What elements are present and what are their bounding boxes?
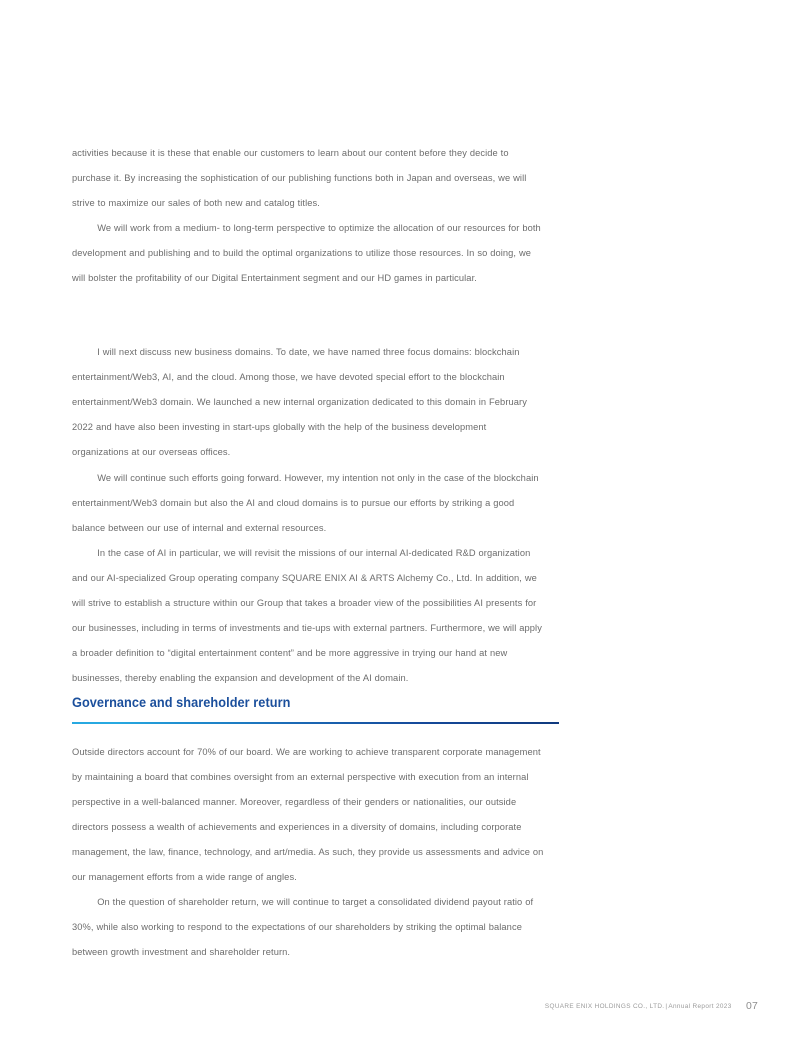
- section-title: Governance and shareholder return: [72, 695, 291, 710]
- body-paragraph-5: In the case of AI in particular, we will revisit the missions of our internal AI-dedicated R&D organization and our AI-specialized Group operating company SQUARE ENIX AI & ARTS Alchemy Co., Ltd. In addition, we will strive to establish a structure within our Group that takes a broader view of the possibilities AI presents for our businesses, including in terms of investments and tie-ups with external partners. Furthermore, we will apply a broader definition to “digital entertainment content” and be more aggressive in trying our hand at new businesses, thereby enabling the expansion and development of the AI domain.: [72, 547, 542, 684]
- body-paragraph-2: We will work from a medium- to long-term perspective to optimize the allocation of our resources for both development and publishing and to build the optimal organizations to utilize those resources. In so doing, we will bolster the profitability of our Digital Entertainment segment and our HD games in particular.: [72, 223, 541, 285]
- section-paragraph-2: On the question of shareholder return, we will continue to target a consolidated dividend payout ratio of 30%, while also working to respond to the expectations of our shareholders by striking the optimal balance between growth investment and shareholder return.: [72, 897, 534, 959]
- section-text-column: [72, 740, 559, 965]
- footer-company-credit: [545, 1003, 732, 1010]
- section-header: [72, 694, 559, 724]
- paragraph-gap-spacer: [72, 291, 559, 340]
- footer-content: [542, 1001, 758, 1011]
- body-paragraph-3: I will next discuss new business domains. To date, we have named three focus domains: blockchain entertainment/Web3, AI, and the cloud. Among those, we have devoted special effort to the blockchain entertainment/Web3 domain. We launched a new internal organization dedicated to this domain in February 2022 and have also been investing in start-ups globally with the help of the business development organizations at our overseas offices.: [72, 347, 528, 459]
- page-footer: [0, 1001, 800, 1025]
- section-paragraph-1: Outside directors account for 70% of our board. We are working to achieve transparent corporate management by maintaining a board that combines oversight from an external perspective with execution from an internal perspective in a well-balanced manner. Moreover, regardless of their genders or nationalities, our outside directors possess a wealth of achievements and experiences in a diversity of domains, including corporate management, the law, finance, technology, and art/media. As such, they provide us assessments and advice on our management efforts from a wide range of angles.: [72, 747, 544, 884]
- page-number: 07: [746, 1001, 758, 1012]
- section-divider-rule: [72, 722, 559, 724]
- footer-company-name: SQUARE ENIX HOLDINGS CO., LTD.: [545, 1003, 665, 1010]
- footer-separator: |: [665, 1003, 668, 1010]
- body-paragraph-1: activities because it is these that enable our customers to learn about our content before they decide to purchase it. By increasing the sophistication of our publishing functions both in Japan and overseas, we will strive to maximize our sales of both new and catalog titles.: [72, 148, 527, 210]
- body-text-column: [72, 141, 559, 691]
- body-paragraph-4: We will continue such efforts going forward. However, my intention not only in the case of the blockchain entertainment/Web3 domain but also the AI and cloud domains is to pursue our efforts by striking a good balance between our use of internal and external resources.: [72, 472, 539, 534]
- footer-report-title: Annual Report 2023: [668, 1003, 733, 1010]
